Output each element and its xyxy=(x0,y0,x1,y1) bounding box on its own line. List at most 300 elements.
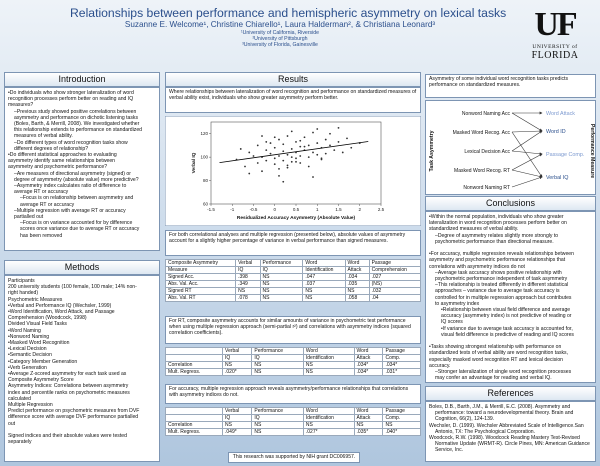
x-tick-label: 2 xyxy=(358,207,362,212)
methods-line: •Semantic Decision xyxy=(8,352,52,359)
plot-area xyxy=(211,122,381,204)
methods-line: •Masked Word Recognition xyxy=(8,340,70,347)
accuracy-comparison-table xyxy=(165,407,421,436)
conclusions-line: •For accuracy, multiple regression reveals relationships between xyxy=(429,251,574,258)
intro-line: –Previous study showed positive correlations between xyxy=(14,108,137,115)
table-cell: IQ xyxy=(236,267,260,274)
methods-line: Divided Visual Field Tasks xyxy=(8,321,67,328)
x-tick-label: 1 xyxy=(315,207,319,212)
reference-line: performance: toward a neurodevelopmental theory. Brain and xyxy=(435,410,574,417)
data-point xyxy=(295,157,297,159)
data-point xyxy=(270,153,272,155)
table-row xyxy=(166,362,421,369)
table-cell: Word xyxy=(303,260,345,267)
methods-line: calculated xyxy=(8,395,31,402)
data-point xyxy=(316,142,318,144)
data-point xyxy=(308,145,310,147)
relationship-arrow xyxy=(512,132,542,177)
methods-header: Methods xyxy=(4,260,160,275)
data-point xyxy=(274,147,276,149)
logo-line-1: UNIVERSITY of xyxy=(532,44,578,50)
data-point xyxy=(265,160,267,162)
intro-panel xyxy=(4,87,160,251)
data-point xyxy=(338,141,340,143)
data-point xyxy=(299,162,301,164)
table-cell: Abs. Val. Acc. xyxy=(166,281,236,288)
conclusions-line: to asymmetry index xyxy=(435,300,480,307)
data-point xyxy=(308,156,310,158)
methods-line: out xyxy=(8,420,16,427)
data-point xyxy=(346,138,348,140)
results-intro-note: Where relationships between lateralization of word recognition and performance on standardized measures of verbal ability exist, individuals who show greater asymmetry perform better. xyxy=(165,87,421,113)
table-cell: Mult. Regress. xyxy=(166,369,223,376)
table-cell: .398 xyxy=(236,274,260,281)
data-point xyxy=(329,133,331,135)
conclusions-line: –Degree of asymmetry relates slightly more strongly to xyxy=(435,232,559,239)
reference-line: Normative Update (WRMT-R). Circle Pines, MN: American Guidance xyxy=(435,441,590,448)
conclusions-line: –This relationship is treated differently in different statistical xyxy=(435,282,569,289)
table-cell: .027 xyxy=(369,274,420,281)
conclusions-line: psychometric performance independent of task asymmetry xyxy=(435,276,568,283)
table-cell: Passage xyxy=(369,260,420,267)
conclusions-line: accuracy. xyxy=(429,362,451,369)
intro-line: average RT or accuracy xyxy=(20,201,75,208)
table-cell: Measure xyxy=(166,267,236,274)
table-cell: .034* xyxy=(354,369,383,376)
conclusions-line: asymmetry and psychometric performance relationships that xyxy=(429,257,566,264)
table-cell: Passage xyxy=(383,408,421,415)
table-cell: Passage xyxy=(383,348,421,355)
table-header-row xyxy=(166,355,421,362)
affiliation-1: ¹University of California, Riverside xyxy=(240,30,320,36)
methods-panel xyxy=(4,275,160,462)
data-point xyxy=(338,127,340,129)
poster-title: Relationships between performance and hemispheric asymmetry on lexical tasks xyxy=(70,6,507,20)
table-cell: Performance xyxy=(260,260,303,267)
methods-line: •Verb Generation xyxy=(8,364,47,371)
table-cell: .031* xyxy=(383,369,421,376)
data-point xyxy=(261,170,263,172)
table-cell: .020* xyxy=(223,369,252,376)
conclusions-line: IQ scores xyxy=(441,319,463,326)
methods-line: right handed) xyxy=(8,290,39,297)
table-cell: Comprehension xyxy=(369,267,420,274)
data-point xyxy=(248,173,250,175)
table-cell: .032 xyxy=(369,288,420,295)
relationship-arrow xyxy=(512,177,542,187)
table-row xyxy=(166,369,421,376)
data-point xyxy=(325,153,327,155)
methods-line: index and percentile ranks on psychometric measures xyxy=(8,389,130,396)
table-header-row xyxy=(166,415,421,422)
data-point xyxy=(274,157,276,159)
intro-line: •Do different statistical approaches to evaluating xyxy=(8,152,117,159)
logo-mark: UF xyxy=(534,6,576,43)
data-point xyxy=(329,145,331,147)
data-point xyxy=(287,164,289,166)
table-row xyxy=(166,274,421,281)
data-point xyxy=(261,135,263,137)
intro-line: –Are measures of directional asymmetry (signed) or xyxy=(14,170,131,177)
table-cell: Signed RT xyxy=(166,288,236,295)
data-point xyxy=(291,161,293,163)
data-point xyxy=(333,149,335,151)
task-label: Masked Word Recog. RT xyxy=(454,168,510,174)
table-cell: Word xyxy=(303,408,354,415)
table-cell: .027* xyxy=(303,429,354,436)
data-point xyxy=(291,148,293,150)
task-label: Lexical Decision Acc xyxy=(464,149,510,155)
conclusions-line: may confer an advantage for reading and verbal IQ. xyxy=(435,375,552,382)
table-cell: Comp. xyxy=(383,415,421,422)
table-cell: NS xyxy=(303,288,345,295)
table-cell: NS xyxy=(354,422,383,429)
intro-line: partialled out xyxy=(14,214,44,221)
intro-line: –Asymmetry index calculates ratio of difference to xyxy=(14,183,127,190)
conclusions-line: –Stronger lateralization of single word recognition processes xyxy=(435,369,572,376)
conclusions-line: •Within the normal population, individuals who show greater xyxy=(429,214,564,220)
table-cell: Mult. Regress. xyxy=(166,429,223,436)
intro-line: recognition processes perform better on reading and IQ xyxy=(8,96,134,103)
table-header-row xyxy=(166,348,421,355)
intro-line: scores once variance due to average RT or accuracy xyxy=(20,226,140,233)
table-cell: .058 xyxy=(345,295,369,302)
methods-line: Signed indices and their absolute values were tested xyxy=(8,433,127,440)
y-tick-label: 120 xyxy=(200,131,208,137)
conclusions-line: •Tasks showing strongest relationship with performance on xyxy=(429,344,562,351)
data-point xyxy=(312,152,314,154)
data-point xyxy=(282,150,284,152)
intro-line: has been removed xyxy=(20,232,63,239)
methods-line: 200 university students (100 female, 100 male; 14% non- xyxy=(8,284,137,291)
methods-line: •Nonword Naming xyxy=(8,333,50,340)
table-cell: .078 xyxy=(236,295,260,302)
table-cell: .037 xyxy=(303,281,345,288)
conclusions-panel xyxy=(425,211,596,383)
table-cell: .035 xyxy=(345,281,369,288)
rt-comparison-table xyxy=(165,347,421,376)
intro-line: –Focus is on relationship between asymmetry and xyxy=(20,195,134,202)
measure-label: Word Attack xyxy=(546,111,575,117)
conclusions-line: lateralization in word recognition processes perform better on xyxy=(429,220,567,227)
intro-line: measures? xyxy=(8,102,34,109)
affiliation-2: ²University of Pittsburgh xyxy=(252,36,308,42)
x-tick-label: -1 xyxy=(230,207,235,212)
table-header-row xyxy=(166,267,421,274)
conclusions-line: standardized tests of verbal ability are word recognition tasks, xyxy=(429,350,569,357)
author-list: Suzanne E. Welcome¹, Christine Chiarello¹, Laura Halderman², & Christiana Leonard³ xyxy=(124,20,436,29)
conclusions-line: visual field difference is predictive of reading and IQ scores xyxy=(441,331,574,338)
relationship-arrow xyxy=(512,154,542,170)
table-cell: NS xyxy=(223,422,252,429)
methods-line: Predict performance on psychometric measures from DVF xyxy=(8,408,140,415)
table-cell: .049* xyxy=(223,429,252,436)
data-point xyxy=(270,142,272,144)
table-cell: NS xyxy=(252,362,303,369)
table-cell: NS xyxy=(303,295,345,302)
data-point xyxy=(274,163,276,165)
data-point xyxy=(278,155,280,157)
table-cell: Performance xyxy=(252,408,303,415)
data-point xyxy=(287,167,289,169)
relationship-arrow xyxy=(512,131,542,132)
reference-line: Antonio, TX: The Psychological Corporation. xyxy=(435,428,536,435)
left-axis-label: Task Asymmetry xyxy=(429,130,435,172)
task-label: Nonword Naming Acc xyxy=(461,111,510,117)
table-cell: NS xyxy=(260,288,303,295)
table-row xyxy=(166,281,421,288)
intro-header: Introduction xyxy=(4,72,160,87)
table-cell: Abs. Val. RT xyxy=(166,295,236,302)
methods-line: Comprehension (Woodcock, 1998) xyxy=(8,315,87,322)
data-point xyxy=(304,136,306,138)
intro-line: asymmetry identify same relationships between xyxy=(8,158,116,165)
table-cell: Attack xyxy=(354,355,383,362)
table-cell: Identification xyxy=(303,415,354,422)
data-point xyxy=(278,139,280,141)
intro-line: asymmetry and performance on dichotic listening tasks xyxy=(14,114,139,121)
conclusions-line: correlations with asymmetry indices do not xyxy=(429,263,525,270)
task-label: Masked Word Recog. Acc xyxy=(452,130,510,136)
scatter-plot xyxy=(165,116,421,226)
data-point xyxy=(316,128,318,130)
table-cell: Comp. xyxy=(383,355,421,362)
table-cell: Composite Asymmetry xyxy=(166,260,236,267)
data-point xyxy=(248,152,250,154)
x-tick-label: 2.5 xyxy=(377,207,385,212)
data-point xyxy=(312,132,314,134)
measure-label: Word ID xyxy=(546,129,566,135)
table-cell: NS xyxy=(252,422,303,429)
table-cell xyxy=(166,355,223,362)
table-cell: NS xyxy=(260,281,303,288)
table-cell: (NS) xyxy=(369,281,420,288)
right-axis-label: Performance Measure xyxy=(589,123,595,179)
methods-line: Asymmetry Indices: Correlations between asymmetry xyxy=(8,383,129,390)
table-cell: .349 xyxy=(236,281,260,288)
table-cell xyxy=(166,408,223,415)
table-cell: Verbal xyxy=(223,408,252,415)
table-cell: NS xyxy=(303,362,354,369)
measure-label: Passage Comp. xyxy=(546,152,585,158)
references-header: References xyxy=(425,386,596,401)
table-cell: Verbal xyxy=(223,348,252,355)
conclusions-header: Conclusions xyxy=(425,196,596,211)
table-cell: .034 xyxy=(345,274,369,281)
data-point xyxy=(265,141,267,143)
relationship-arrow xyxy=(512,113,542,131)
intro-line: (Boles, Barth, & Merrill, 2008). We investigated whether xyxy=(14,121,140,128)
x-tick-label: -0.5 xyxy=(249,207,258,212)
y-tick-label: 60 xyxy=(202,201,208,207)
data-point xyxy=(257,145,259,147)
methods-line: separately xyxy=(8,439,32,446)
table-cell: NS xyxy=(260,295,303,302)
table-cell: Word xyxy=(303,348,354,355)
x-tick-label: 0 xyxy=(273,207,277,212)
data-point xyxy=(295,141,297,143)
methods-line: •Average Z-scored asymmetry for each task used as xyxy=(8,371,127,378)
data-point xyxy=(295,161,297,163)
relationship-arrow xyxy=(512,131,542,151)
methods-line: Multiple Regression xyxy=(8,402,53,409)
table-cell: Verbal xyxy=(236,260,260,267)
table-cell: Signed Acc. xyxy=(166,274,236,281)
data-point xyxy=(312,176,314,178)
intro-line: •Do individuals who show stronger lateralization of word xyxy=(8,90,134,96)
table-cell: Correlation xyxy=(166,422,223,429)
intro-line: –Do different types of word recognition tasks show xyxy=(14,139,128,146)
reference-line: Woodcock, R.W. (1998). Woodcock Reading Mastery Test-Revised xyxy=(429,435,580,442)
references-panel xyxy=(425,401,596,462)
table-cell: NS xyxy=(383,422,421,429)
table-cell: Identification xyxy=(303,267,345,274)
table-cell: IQ xyxy=(252,355,303,362)
table-cell: Word xyxy=(354,348,383,355)
intro-line: measures of verbal ability. xyxy=(14,133,73,140)
table-cell: IQ xyxy=(252,415,303,422)
table-cell: .047 xyxy=(303,274,345,281)
data-point xyxy=(240,148,242,150)
table-cell: .034* xyxy=(383,362,421,369)
data-point xyxy=(274,136,276,138)
table-cell: .040* xyxy=(383,429,421,436)
relationship-arrow xyxy=(512,170,542,177)
data-point xyxy=(304,146,306,148)
data-point xyxy=(244,166,246,168)
reference-line: Cognition, 66(2), 124-139. xyxy=(435,416,495,423)
methods-line: Psychometric Measures xyxy=(8,296,63,303)
methods-line: •Word Naming xyxy=(8,327,41,334)
conclusions-line: •Relationship between visual field difference and average xyxy=(441,307,571,314)
table-cell: NS xyxy=(223,362,252,369)
data-point xyxy=(278,168,280,170)
intro-line: –Focus is on variance accounted for by difference xyxy=(20,220,133,227)
data-point xyxy=(308,166,310,168)
reference-line: Boles, D.B., Barth, J.M., & Merrill, E.C. (2008). Asymmetry and xyxy=(429,404,571,410)
table-cell: NS xyxy=(303,422,354,429)
table-cell: IQ xyxy=(223,355,252,362)
y-tick-label: 100 xyxy=(200,154,208,160)
conclusions-line: –Average task accuracy shows positive relationship with xyxy=(435,269,562,276)
reference-line: Wechsler, D. (1999). Wechsler Abbreviated Scale of Intelligence.San xyxy=(429,422,584,429)
table-cell: IQ xyxy=(223,415,252,422)
data-point xyxy=(282,181,284,183)
task-diagram xyxy=(425,100,596,195)
methods-line: •Lexical Decision xyxy=(8,346,47,353)
table-row xyxy=(166,422,421,429)
diagram-caption: Asymmetry of some individual word recognition tasks predicts performance on standardized measures. xyxy=(425,74,596,98)
methods-line: difference score with average DVF performance partialled xyxy=(8,414,139,421)
table-cell: NS xyxy=(260,274,303,281)
table-cell: Attack xyxy=(345,267,369,274)
grant-note: This research was supported by NIH grant DC006957. xyxy=(228,452,360,463)
data-point xyxy=(291,156,293,158)
table-cell: Correlation xyxy=(166,362,223,369)
methods-line: •Category Member Generation xyxy=(8,358,78,365)
data-point xyxy=(278,175,280,177)
methods-line: •Word Identification, Word Attack, and Passage xyxy=(8,309,115,316)
data-point xyxy=(282,160,284,162)
table-cell: Performance xyxy=(252,348,303,355)
table-header-row xyxy=(166,260,421,267)
table-row xyxy=(166,295,421,302)
task-label: Nonword Naming RT xyxy=(463,185,510,191)
table-cell: NS xyxy=(236,288,260,295)
table-cell: IQ xyxy=(260,267,303,274)
data-point xyxy=(325,139,327,141)
table-cell: Word xyxy=(345,260,369,267)
reference-line: Service, Inc. xyxy=(435,447,464,454)
note-rt-variance: For RT, composite asymmetry accounts for similar amounts of variance in psychometric test performance when using multiple regression approach (semi-partial r²) and correlations with asymmetry indices (squared correlation coefficients). xyxy=(165,316,421,344)
intro-line: average RT or accuracy xyxy=(14,189,69,196)
conclusions-line: psychometric performance than directional measure. xyxy=(435,238,554,245)
data-point xyxy=(287,154,289,156)
table-cell: NS xyxy=(252,369,303,376)
note-absolute-values: For both correlational analyses and multiple regression (presented below), absolute values of asymmetry account for a slightly higher percentage of variance in verbal performance than signed measures. xyxy=(165,230,421,256)
table-cell: NS xyxy=(345,288,369,295)
data-point xyxy=(253,155,255,157)
data-point xyxy=(299,146,301,148)
intro-line: –Multiple regression with average RT or accuracy xyxy=(14,207,126,214)
table-cell: Identification xyxy=(303,355,354,362)
measure-label: Verbal IQ xyxy=(546,175,569,181)
table-row xyxy=(166,429,421,436)
x-tick-label: 0.5 xyxy=(292,207,300,212)
data-point xyxy=(291,130,293,132)
data-point xyxy=(321,157,323,159)
conclusions-line: standardized measures of verbal ability. xyxy=(429,226,519,233)
affiliation-3: ³University of Florida, Gainesville xyxy=(242,42,318,48)
relationship-arrow xyxy=(512,151,542,154)
table-cell: NS xyxy=(303,369,354,376)
conclusions-line: controlled for in multiple regression approach but contributes xyxy=(435,294,572,301)
conclusions-line: accuracy (asymmetry index) is not predictive of reading or xyxy=(441,313,572,320)
x-axis-label: Residualized Accuracy Asymmetry (Absolute Value) xyxy=(236,216,356,221)
table-cell: .034* xyxy=(354,362,383,369)
data-point xyxy=(287,135,289,137)
composite-asymmetry-table xyxy=(165,259,421,302)
x-tick-label: -1.5 xyxy=(207,207,215,212)
data-point xyxy=(299,155,301,157)
conclusions-line: especially masked word recognition RT and lexical decision xyxy=(429,356,564,363)
data-point xyxy=(265,149,267,151)
diagram-canvas xyxy=(426,101,596,195)
table-cell: NS xyxy=(252,429,303,436)
x-tick-label: 1.5 xyxy=(335,207,342,212)
y-axis-label: Verbal IQ xyxy=(192,152,197,174)
methods-line: •Verbal and Performance IQ (Wechsler, 1999) xyxy=(8,302,112,309)
table-row xyxy=(166,288,421,295)
data-point xyxy=(350,147,352,149)
table-cell: Attack xyxy=(354,415,383,422)
y-tick-label: 80 xyxy=(202,178,208,184)
university-logo xyxy=(520,6,590,68)
data-point xyxy=(299,140,301,142)
data-point xyxy=(282,143,284,145)
data-point xyxy=(342,152,344,154)
conclusions-line: approaches – variance due to average task accuracy is xyxy=(435,288,560,295)
table-cell xyxy=(166,348,223,355)
intro-line: asymmetry and psychometric performance? xyxy=(8,164,108,171)
table-cell xyxy=(166,415,223,422)
note-accuracy-regression: For accuracy, multiple regression approach reveals asymmetry/performance relationships that correlations with asymmetry indices do not. xyxy=(165,384,421,404)
table-header-row xyxy=(166,408,421,415)
intro-line: different degrees of relationship? xyxy=(14,145,89,152)
methods-line: Composite Asymmetry Score xyxy=(8,377,74,384)
data-point xyxy=(316,154,318,156)
table-cell: .035* xyxy=(354,429,383,436)
